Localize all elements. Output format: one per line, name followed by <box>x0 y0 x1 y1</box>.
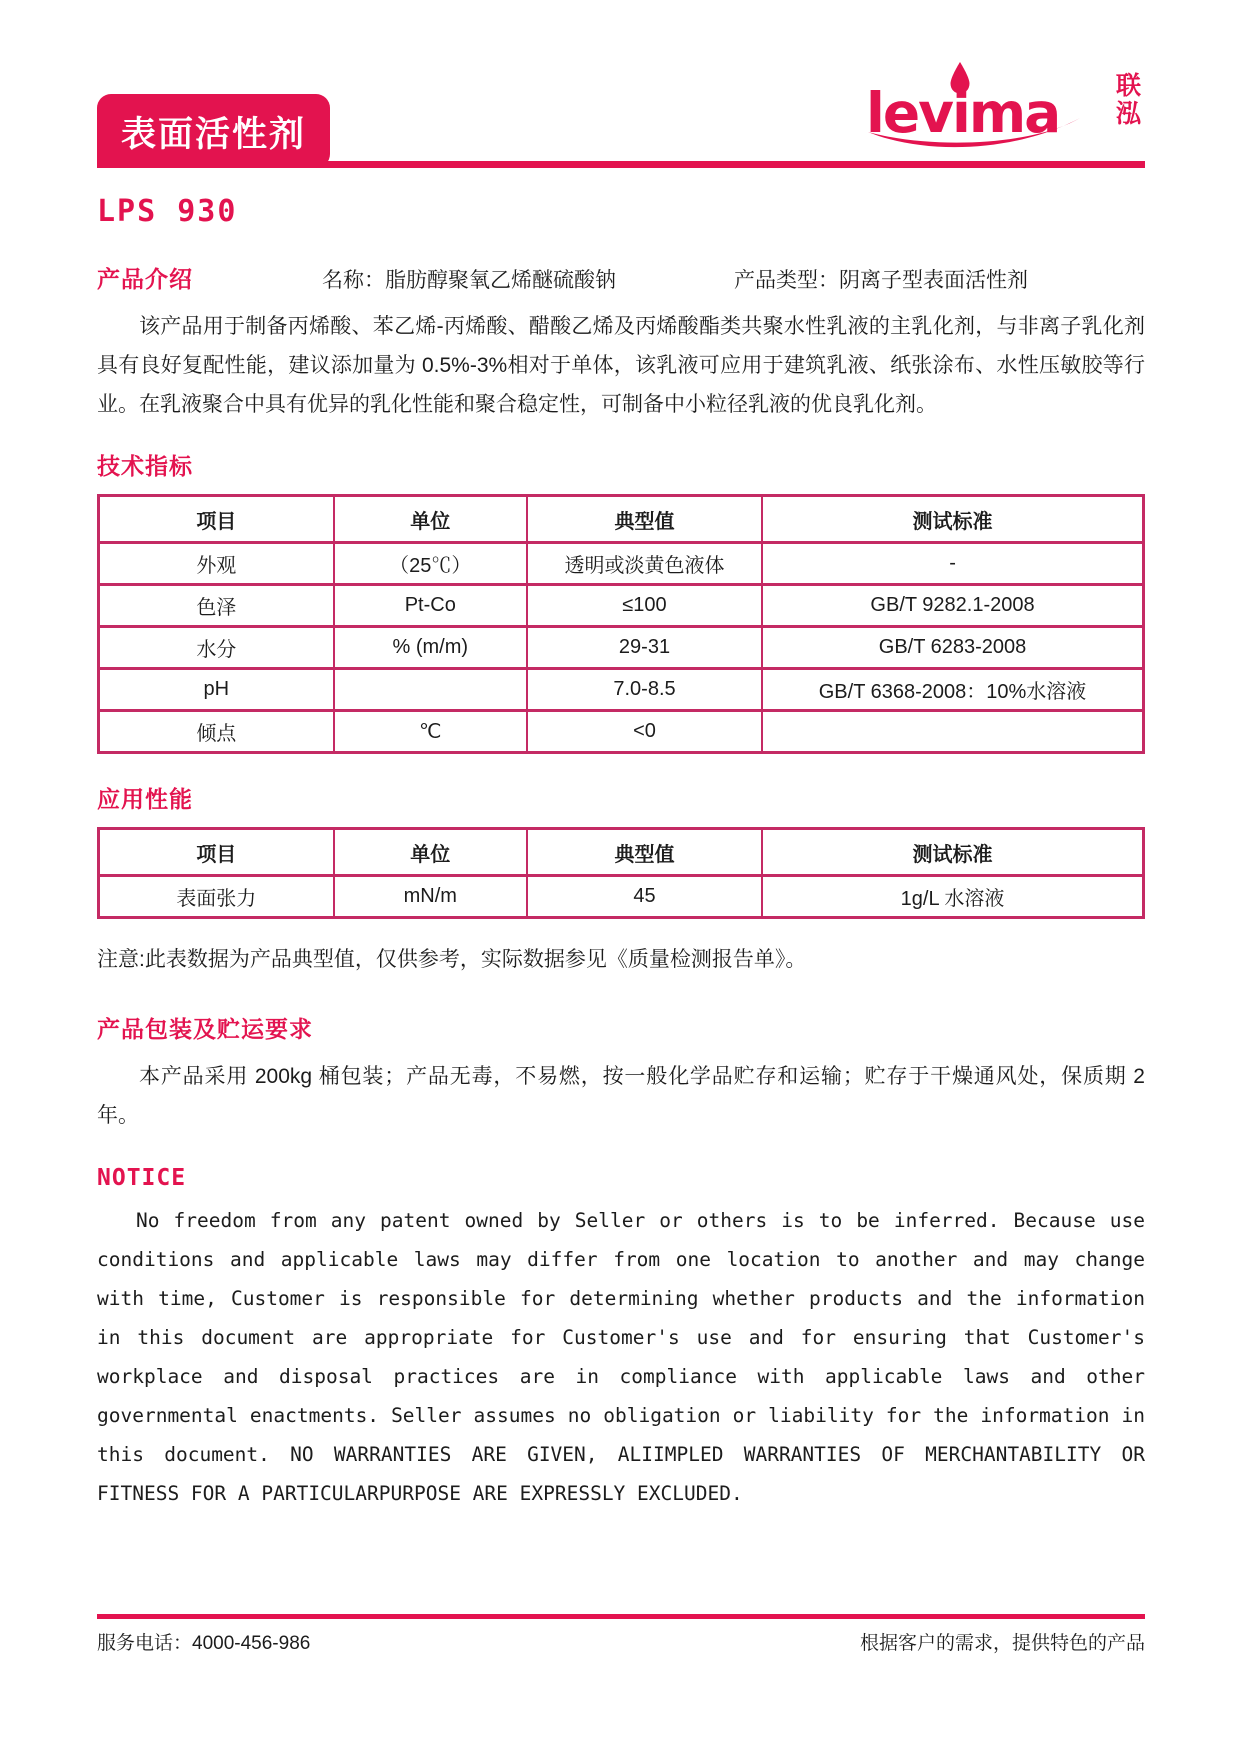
cell-typical: ≤100 <box>527 585 762 627</box>
cell-standard <box>762 711 1143 753</box>
table-note: 注意:此表数据为产品典型值，仅供参考，实际数据参见《质量检测报告单》。 <box>97 948 807 971</box>
footer-slogan: 根据客户的需求，提供特色的产品 <box>859 1633 1145 1654</box>
intro-heading: 产品介绍 <box>97 266 193 292</box>
table-row <box>99 876 1144 918</box>
product-type: 产品类型：阴离子型表面活性剂 <box>734 269 1028 292</box>
cell-typical: <0 <box>527 711 762 753</box>
cell-item: 水分 <box>99 627 334 669</box>
product-name: 名称：脂肪醇聚氧乙烯醚硫酸钠 <box>322 269 616 292</box>
logo-wordmark: levima <box>865 81 1060 145</box>
cell-item: 外观 <box>99 543 334 585</box>
footer <box>97 1614 1145 1655</box>
cell-standard: GB/T 9282.1-2008 <box>762 585 1143 627</box>
table-row <box>99 711 1144 753</box>
col-header-item: 项目 <box>99 829 334 876</box>
table-header-row <box>99 496 1144 543</box>
cell-unit: ℃ <box>334 711 527 753</box>
table-header-row <box>99 829 1144 876</box>
logo-cn-char-1: 联 <box>1115 72 1141 100</box>
application-heading: 应用性能 <box>97 786 193 812</box>
packaging-paragraph: 本产品采用 200kg 桶包装；产品无毒，不易燃，按一般化学品贮存和运输；贮存于干燥通风处，保质期 2 年。 <box>97 1065 1145 1127</box>
col-header-item: 项目 <box>99 496 334 543</box>
notice-paragraph: No freedom from any patent owned by Seller or others is to be inferred. Because use conditions and applicable laws may differ from one location to another and may change with time, Customer is responsible for determining whether products and the information in this document are appropriate for Customer's use and for ensuring that Customer's workplace and disposal practices are in compliance with applicable laws and other governmental enactments. Seller assumes no obligation or liability for the information in this document. NO WARRANTIES ARE GIVEN, ALIIMPLED WARRANTIES OF MERCHANTABILITY OR FITNESS FOR A PARTICULARPURPOSE ARE EXPRESSLY EXCLUDED. <box>97 1209 1145 1505</box>
cell-unit: mN/m <box>334 876 527 918</box>
col-header-standard: 测试标准 <box>762 496 1143 543</box>
cell-item: 表面张力 <box>99 876 334 918</box>
cell-typical: 透明或淡黄色液体 <box>527 543 762 585</box>
col-header-typical: 典型值 <box>527 829 762 876</box>
levima-logo <box>864 60 1141 156</box>
cell-standard: - <box>762 543 1143 585</box>
cell-typical: 29-31 <box>527 627 762 669</box>
cell-standard: GB/T 6368-2008：10%水溶液 <box>762 669 1143 711</box>
category-banner-title: 表面活性剂 <box>121 115 307 154</box>
cell-typical: 7.0-8.5 <box>527 669 762 711</box>
tech-specs-heading: 技术指标 <box>97 453 193 479</box>
page-content <box>97 0 1145 1513</box>
tech-specs-table <box>97 494 1145 754</box>
logo-wordmark-graphic <box>864 60 1112 156</box>
intro-paragraph: 该产品用于制备丙烯酸、苯乙烯-丙烯酸、醋酸乙烯及丙烯酸酯类共聚水性乳液的主乳化剂，与非离子乳化剂具有良好复配性能，建议添加量为 0.5%-3%相对于单体，该乳液可应用于建筑乳液、纸张涂布、水性压敏胶等行业。在乳液聚合中具有优异的乳化性能和聚合稳定性，可制备中小粒径乳液的优良乳化剂。 <box>97 315 1145 416</box>
header <box>97 0 1145 168</box>
intro-row <box>97 261 1145 294</box>
packaging-heading: 产品包装及贮运要求 <box>97 1016 313 1042</box>
logo-cn-text <box>1116 72 1141 128</box>
notice-heading: NOTICE <box>97 1165 187 1191</box>
category-banner <box>97 94 330 168</box>
table-row <box>99 669 1144 711</box>
cell-standard: 1g/L 水溶液 <box>762 876 1143 918</box>
col-header-unit: 单位 <box>334 496 527 543</box>
cell-unit: % (m/m) <box>334 627 527 669</box>
col-header-typical: 典型值 <box>527 496 762 543</box>
table-row <box>99 543 1144 585</box>
cell-unit: Pt-Co <box>334 585 527 627</box>
footer-phone: 服务电话：4000-456-986 <box>97 1633 311 1654</box>
logo-cn-char-2: 泓 <box>1115 100 1141 128</box>
application-table <box>97 827 1145 919</box>
table-row <box>99 585 1144 627</box>
cell-unit: （25℃） <box>334 543 527 585</box>
cell-item: 倾点 <box>99 711 334 753</box>
cell-typical: 45 <box>527 876 762 918</box>
cell-unit <box>334 669 527 711</box>
col-header-unit: 单位 <box>334 829 527 876</box>
cell-item: pH <box>99 669 334 711</box>
cell-item: 色泽 <box>99 585 334 627</box>
product-code-title: LPS 930 <box>97 194 238 229</box>
table-row <box>99 627 1144 669</box>
col-header-standard: 测试标准 <box>762 829 1143 876</box>
cell-standard: GB/T 6283-2008 <box>762 627 1143 669</box>
